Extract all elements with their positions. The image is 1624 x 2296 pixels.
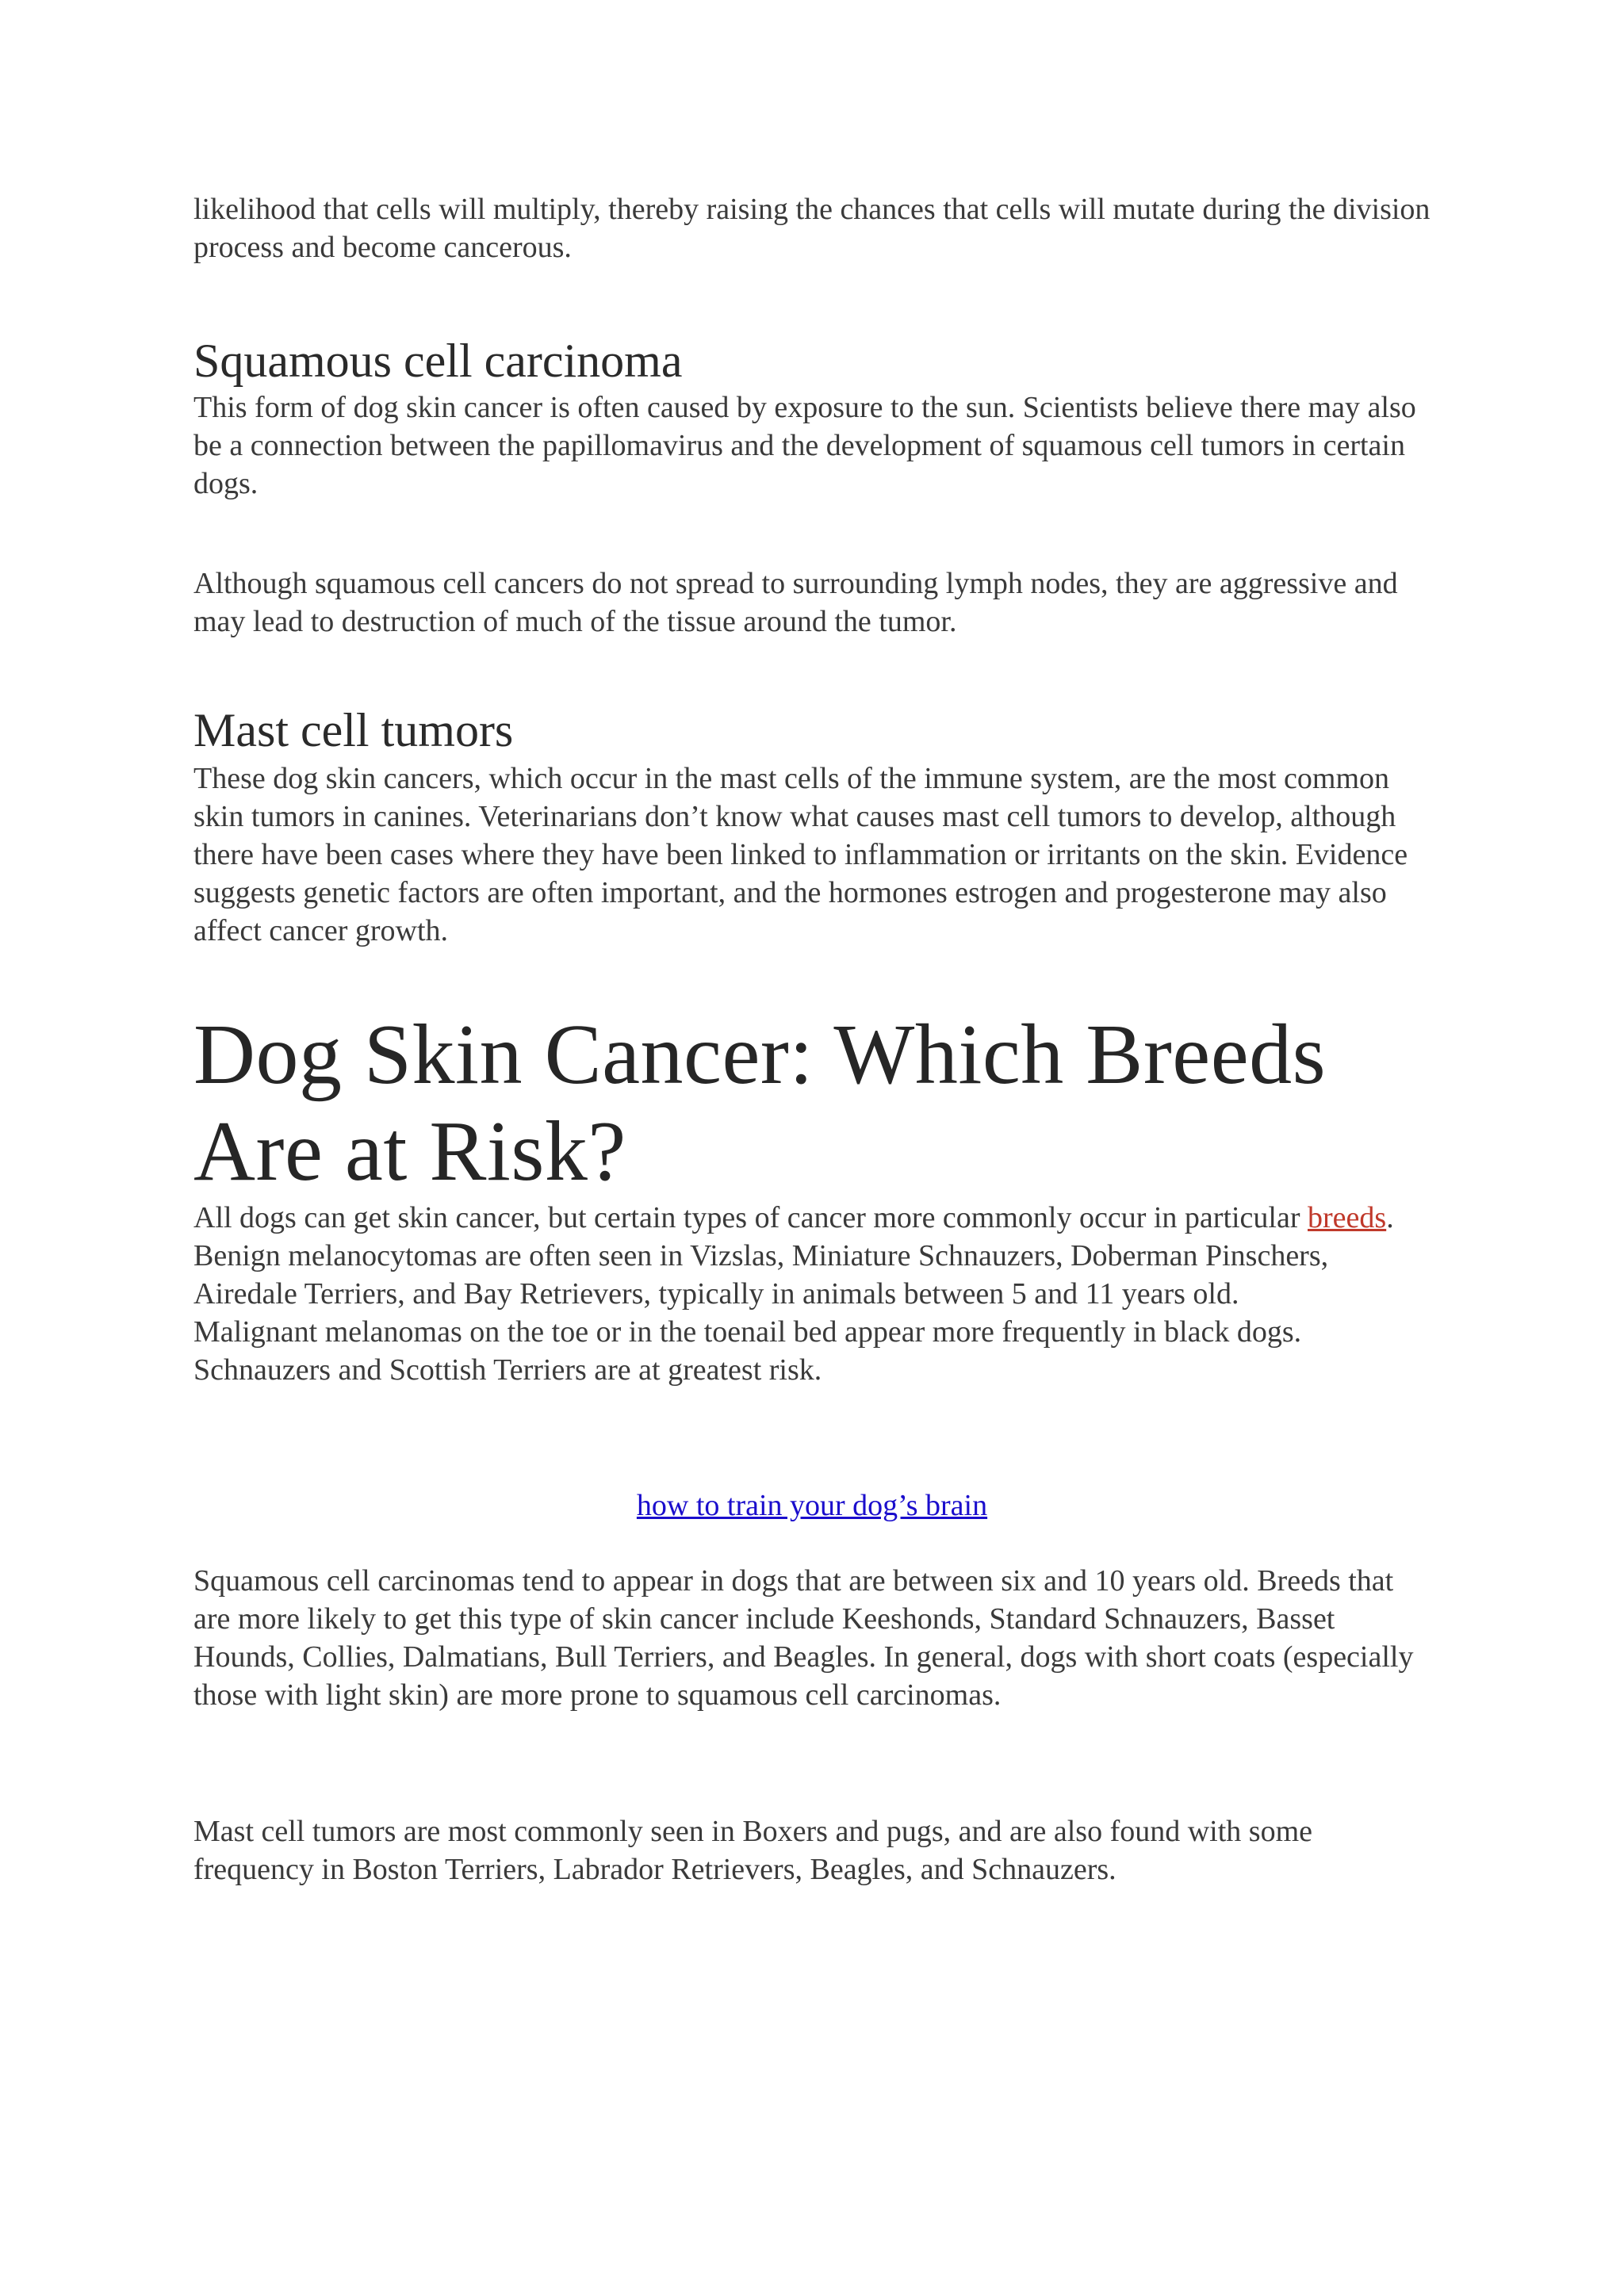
center-link-line [193, 1487, 1431, 1525]
train-dog-brain-link[interactable]: how to train your dog’s brain [636, 1489, 988, 1522]
squamous-heading: Squamous cell carcinoma [193, 335, 683, 387]
mast-heading: Mast cell tumors [193, 704, 514, 756]
squamous-paragraph-1: This form of dog skin cancer is often caused by exposure to the sun. Scientists believe there may also be a connection between the papillomavirus and the development of squamous cell tumors in certain dogs. [193, 391, 1416, 500]
breeds-content [193, 1199, 1431, 1389]
mast-paragraph: These dog skin cancers, which occur in the mast cells of the immune system, are the most common skin tumors in canines. Veterinarians don’t know what causes mast cell tumors to develop, although there have been cases where they have been linked to inflammation or irritants on the skin. Evidence suggests genetic factors are often important, and the hormones estrogen and progesterone may also affect cancer growth. [193, 762, 1408, 947]
breeds-link[interactable]: breeds [1308, 1201, 1387, 1234]
breeds-intro-paragraph [193, 1199, 1431, 1237]
breeds-intro-text: All dogs can get skin cancer, but certain types of cancer more commonly occur in particular [193, 1201, 1308, 1234]
melanomas-paragraph: Malignant melanomas on the toe or in the toenail bed appear more frequently in black dogs. Schnauzers and Scottish Terriers are at greatest risk. [193, 1315, 1302, 1387]
squamous-breeds-paragraph: Squamous cell carcinomas tend to appear in dogs that are between six and 10 years old. Breeds that are more likely to get this type of skin cancer include Keeshonds, Standard Schnauzers, Basset Hounds, Collies, Dalmatians, Bull Terriers, and Beagles. In general, dogs with short coats (especially those with light skin) are more prone to squamous cell carcinomas. [193, 1564, 1414, 1712]
mast-breeds-paragraph: Mast cell tumors are most commonly seen in Boxers and pugs, and are also found with some frequency in Boston Terriers, Labrador Retrievers, Beagles, and Schnauzers. [193, 1815, 1313, 1886]
intro-paragraph: likelihood that cells will multiply, thereby raising the chances that cells will mutate during the division process and become cancerous. [193, 193, 1431, 264]
breeds-intro-period: . [1386, 1201, 1394, 1234]
melanocytomas-paragraph: Benign melanocytomas are often seen in Vizslas, Miniature Schnauzers, Doberman Pinschers, Airedale Terriers, and Bay Retrievers, typically in animals between 5 and 11 years old. [193, 1239, 1329, 1311]
breeds-heading: Dog Skin Cancer: Which Breeds Are at Risk? [193, 1008, 1327, 1199]
squamous-paragraph-2: Although squamous cell cancers do not spread to surrounding lymph nodes, they are aggressive and may lead to destruction of much of the tissue around the tumor. [193, 567, 1398, 638]
